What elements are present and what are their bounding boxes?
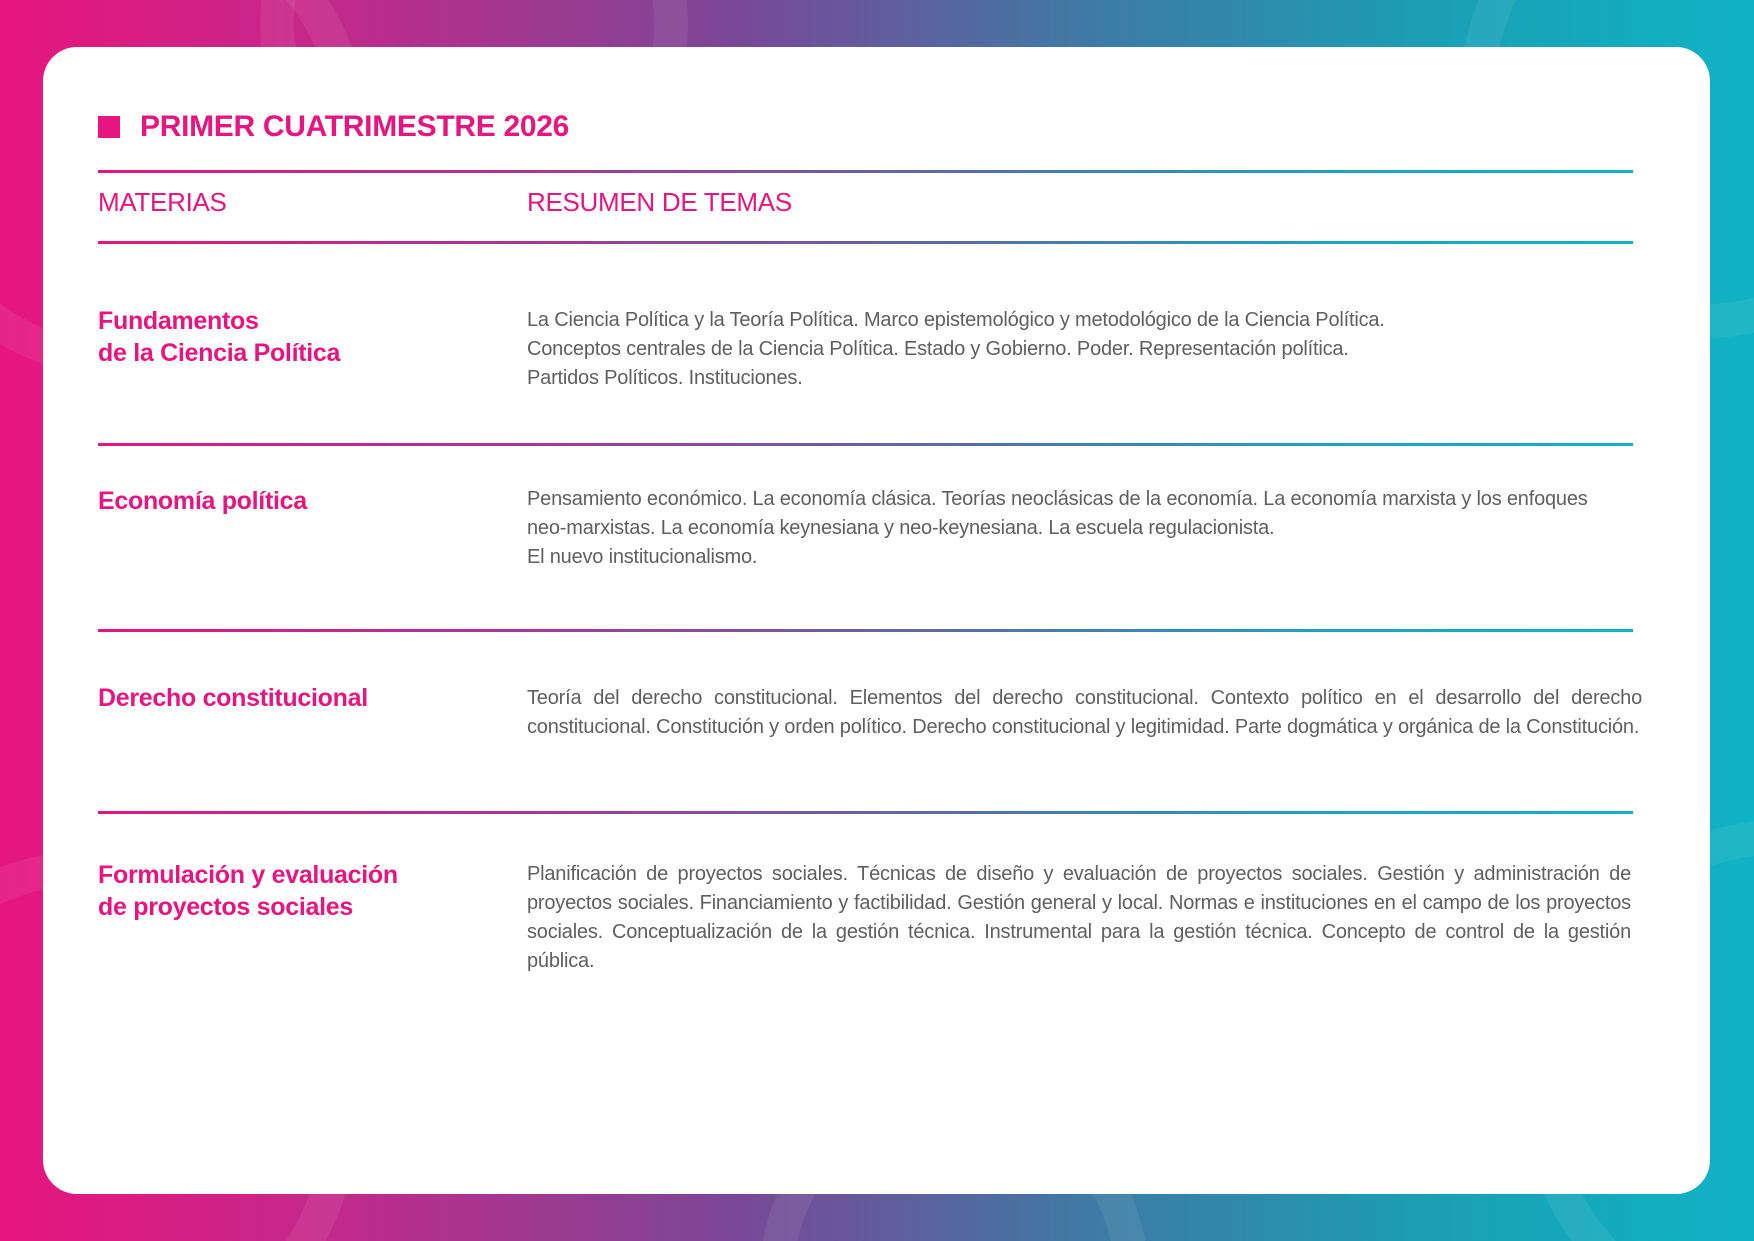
header-bottom-rule	[98, 241, 1633, 244]
subject-name: Formulación y evaluación de proyectos sociales	[98, 861, 398, 921]
page-title-row	[98, 97, 569, 157]
subject-summary: Planificación de proyectos sociales. Técnicas de diseño y evaluación de proyectos sociales. Gestión y administración de proyectos sociales. Financiamiento y factibilidad. Gestión general y local. Normas e instituciones en el campo de los proyectos sociales. Conceptualización de la gestión técnica. Instrumental para la gestión técnica. Concepto de control de la gestión pública.	[527, 863, 1631, 972]
row-divider	[98, 443, 1633, 446]
subject-name: Derecho constitucional	[98, 684, 368, 712]
content-card	[43, 47, 1710, 1194]
summary-column-header: RESUMEN DE TEMAS	[527, 187, 792, 217]
subject-summary: La Ciencia Política y la Teoría Política. Marco epistemológico y metodológico de la Ciencia Política. Conceptos centrales de la Ciencia Política. Estado y Gobierno. Poder. Representación política. Partidos Políticos. Instituciones.	[527, 309, 1385, 389]
subjects-column-header: MATERIAS	[98, 187, 227, 217]
subject-name: Economía política	[98, 487, 307, 515]
subject-summary: Pensamiento económico. La economía clásica. Teorías neoclásicas de la economía. La economía marxista y los enfoques neo-marxistas. La economía keynesiana y neo-keynesiana. La escuela regulacionista. El nuevo institucionalismo.	[527, 488, 1588, 568]
subject-name: Fundamentos de la Ciencia Política	[98, 307, 341, 367]
title-square-bullet	[98, 116, 120, 138]
row-divider	[98, 629, 1633, 632]
subject-summary: Teoría del derecho constitucional. Elementos del derecho constitucional. Contexto político en el desarrollo del derecho constitucional. Constitución y orden político. Derecho constitucional y legitimidad. Parte dogmática y orgánica de la Constitución.	[527, 687, 1642, 738]
page-title: PRIMER CUATRIMESTRE 2026	[140, 110, 569, 143]
row-divider	[98, 811, 1633, 814]
header-top-rule	[98, 170, 1633, 173]
